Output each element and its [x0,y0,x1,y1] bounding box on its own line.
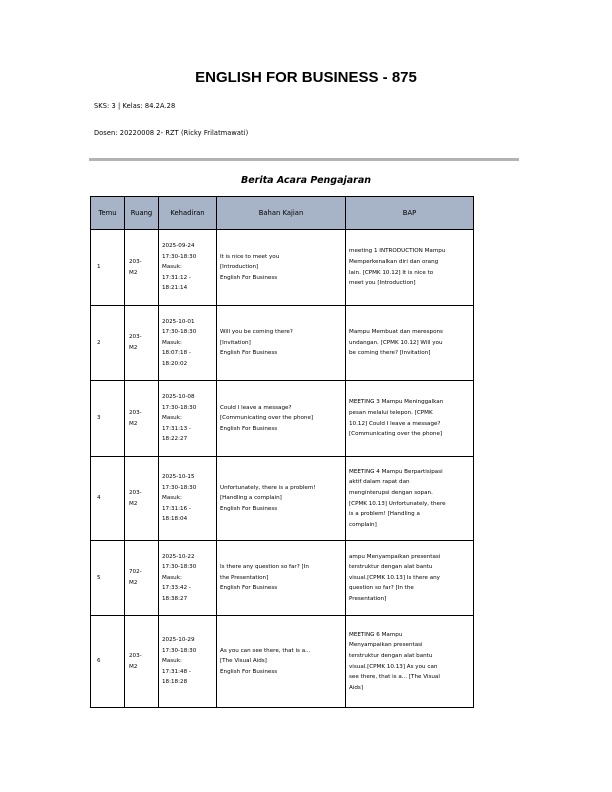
cell-bap [346,616,474,708]
sks-class-info: SKS: 3 | Kelas: 84.2A.28 [94,102,176,110]
cell-temu: 3 [91,381,125,457]
cell-ruang [125,306,159,381]
section-title: Berita Acara Pengajaran [240,175,372,186]
cell-bap-line: visual.[CPMK 10.13] Is there any [349,574,440,581]
cell-bahan-kajian-line: English For Business [220,425,278,432]
cell-kehadiran-line: 2025-10-08 [162,394,195,401]
cell-ruang [125,616,159,708]
cell-bahan-kajian-line: English For Business [220,350,278,357]
cell-ruang-line: 702- [129,569,142,576]
cell-kehadiran-line: 17:30-18:30 [162,647,197,654]
cell-bahan-kajian [217,381,346,457]
cell-kehadiran-line: Masuk: [162,415,182,422]
cell-bap-line: undangan. [CPMK 10.12] Will you [349,339,443,346]
attendance-table [90,196,474,708]
header-bahan-kajian: Bahan Kajian [217,197,346,230]
cell-temu: 4 [91,457,125,541]
cell-bap-line: Menyampaikan presentasi [349,642,423,649]
cell-bahan-kajian-line: Will you be coming there? [220,329,293,336]
cell-kehadiran-line: 18:38:27 [162,595,188,602]
table-row [91,306,474,381]
cell-bap-line: [CPMK 10.13] Unfortunately, there [349,500,446,507]
divider [89,158,519,161]
cell-temu: 5 [91,541,125,616]
cell-bap [346,381,474,457]
cell-bap-line: see there, that is a... [The Visual [349,674,440,681]
cell-kehadiran-line: 2025-10-01 [162,318,195,325]
cell-kehadiran-line: 17:30-18:30 [162,329,197,336]
cell-temu: 6 [91,616,125,708]
cell-kehadiran-line: 17:30-18:30 [162,564,197,571]
cell-bap-line: terstruktur dengan alat bantu [349,564,433,571]
cell-bap-line: terstruktur dengan alat bantu [349,652,433,659]
cell-ruang-line: M2 [129,420,138,427]
cell-kehadiran-line: 17:33:42 - [162,585,191,592]
cell-bap-line: Memperkenalkan diri dan orang [349,258,439,265]
cell-bap [346,541,474,616]
cell-temu: 2 [91,306,125,381]
lecturer-info: Dosen: 20220008 2- RZT (Ricky Frilatmawati) [94,129,249,137]
cell-kehadiran-line: 17:31:16 - [162,505,191,512]
cell-bahan-kajian-line: English For Business [220,668,278,675]
cell-ruang [125,230,159,306]
cell-bap-line: Aids] [349,684,364,691]
cell-ruang-line: M2 [129,663,138,670]
cell-bahan-kajian-line: As you can see there, that is a... [220,647,311,654]
cell-bap [346,306,474,381]
cell-bap-line: MEETING 4 Mampu Berpartisipasi [349,468,443,475]
table-row [91,457,474,541]
header-temu: Temu [91,197,125,230]
table-header-row [91,197,474,230]
table-row [91,381,474,457]
cell-bap-line: Presentation] [349,595,387,602]
cell-bap-line: is a problem! [Handling a [349,511,420,518]
cell-kehadiran-line: 17:31:13 - [162,425,191,432]
table-row [91,541,474,616]
cell-ruang-line: M2 [129,269,138,276]
cell-bap-line: [Communicating over the phone] [349,431,443,438]
cell-bap-line: 10.12] Could I leave a message? [349,420,441,427]
cell-kehadiran-line: 17:30-18:30 [162,404,197,411]
header-kehadiran: Kehadiran [159,197,217,230]
cell-kehadiran-line: 2025-09-24 [162,243,195,250]
cell-kehadiran-line: 17:31:12 - [162,274,191,281]
cell-bahan-kajian-line: Could I leave a message? [220,404,292,411]
cell-ruang-line: 203- [129,409,142,416]
cell-kehadiran-line: Masuk: [162,574,182,581]
cell-kehadiran-line: 18:20:02 [162,360,188,367]
cell-temu: 1 [91,230,125,306]
table-row [91,230,474,306]
cell-bahan-kajian-line: [Invitation] [220,339,251,346]
cell-bap-line: aktif dalam rapat dan [349,479,410,486]
cell-ruang-line: 203- [129,489,142,496]
cell-kehadiran [159,381,217,457]
cell-bahan-kajian [217,457,346,541]
cell-kehadiran-line: 18:07:18 - [162,350,191,357]
cell-bap [346,457,474,541]
cell-bahan-kajian-line: [Introduction] [220,264,259,271]
cell-bap-line: pesan melalui telepon. [CPMK [349,409,433,416]
cell-kehadiran-line: 2025-10-29 [162,637,195,644]
cell-kehadiran [159,457,217,541]
cell-bap-line: MEETING 6 Mampu [349,631,403,638]
cell-bahan-kajian-line: Is there any question so far? [In [220,564,309,571]
cell-kehadiran [159,230,217,306]
cell-bahan-kajian-line: the Presentation] [220,574,269,581]
course-title: ENGLISH FOR BUSINESS - 875 [195,69,417,86]
cell-bahan-kajian-line: [The Visual Aids] [220,658,267,665]
cell-bahan-kajian [217,230,346,306]
cell-bahan-kajian [217,616,346,708]
cell-ruang [125,457,159,541]
cell-ruang [125,381,159,457]
cell-bahan-kajian-line: English For Business [220,505,278,512]
cell-bap [346,230,474,306]
header-ruang: Ruang [125,197,159,230]
cell-bap-line: lain. [CPMK 10.12] It is nice to [349,269,434,276]
cell-bahan-kajian-line: English For Business [220,274,278,281]
cell-kehadiran-line: 2025-10-22 [162,553,195,560]
cell-bahan-kajian-line: Unfortunately, there is a problem! [220,484,316,491]
table-body [91,230,474,708]
cell-bap-line: ampu Menyampaikan presentasi [349,553,441,560]
cell-ruang [125,541,159,616]
cell-bap-line: visual.[CPMK 10.13] As you can [349,663,438,670]
cell-bahan-kajian-line: [Handling a complain] [220,495,282,502]
cell-kehadiran [159,616,217,708]
cell-bahan-kajian-line: [Communicating over the phone] [220,415,314,422]
cell-kehadiran-line: 2025-10-15 [162,474,195,481]
cell-bap-line: meeting 1 INTRODUCTION Mampu [349,248,446,255]
cell-kehadiran-line: 18:18:28 [162,679,188,686]
cell-bahan-kajian [217,541,346,616]
table-row [91,616,474,708]
cell-bahan-kajian [217,306,346,381]
cell-kehadiran-line: Masuk: [162,658,182,665]
cell-kehadiran [159,541,217,616]
cell-kehadiran-line: 18:21:14 [162,285,188,292]
cell-ruang-line: 203- [129,334,142,341]
cell-ruang-line: M2 [129,580,138,586]
cell-kehadiran-line: Masuk: [162,264,182,271]
cell-bap-line: menginterupsi dengan sopan. [349,489,433,496]
cell-kehadiran-line: Masuk: [162,495,182,502]
cell-bahan-kajian-line: English For Business [220,585,278,592]
cell-kehadiran-line: 17:30-18:30 [162,253,197,260]
cell-ruang-line: M2 [129,500,138,507]
cell-kehadiran-line: Masuk: [162,339,182,346]
cell-ruang-line: 203- [129,652,142,659]
cell-bap-line: question so far? [In the [349,585,414,592]
cell-bap-line: meet you [Introduction] [349,280,416,287]
cell-bap-line: Mampu Membuat dan merespons [349,329,443,336]
header-bap: BAP [346,197,474,230]
cell-kehadiran-line: 18:18:04 [162,516,188,523]
cell-kehadiran-line: 17:31:48 - [162,668,191,675]
cell-bap-line: be coming there? [Invitation] [349,350,431,357]
cell-ruang-line: M2 [129,345,138,351]
cell-bahan-kajian-line: It is nice to meet you [220,253,280,260]
cell-bap-line: complain] [349,521,377,528]
cell-kehadiran [159,306,217,381]
cell-kehadiran-line: 18:22:27 [162,436,188,443]
cell-bap-line: MEETING 3 Mampu Meninggalkan [349,399,444,406]
cell-ruang-line: 203- [129,258,142,265]
cell-kehadiran-line: 17:30-18:30 [162,484,197,491]
